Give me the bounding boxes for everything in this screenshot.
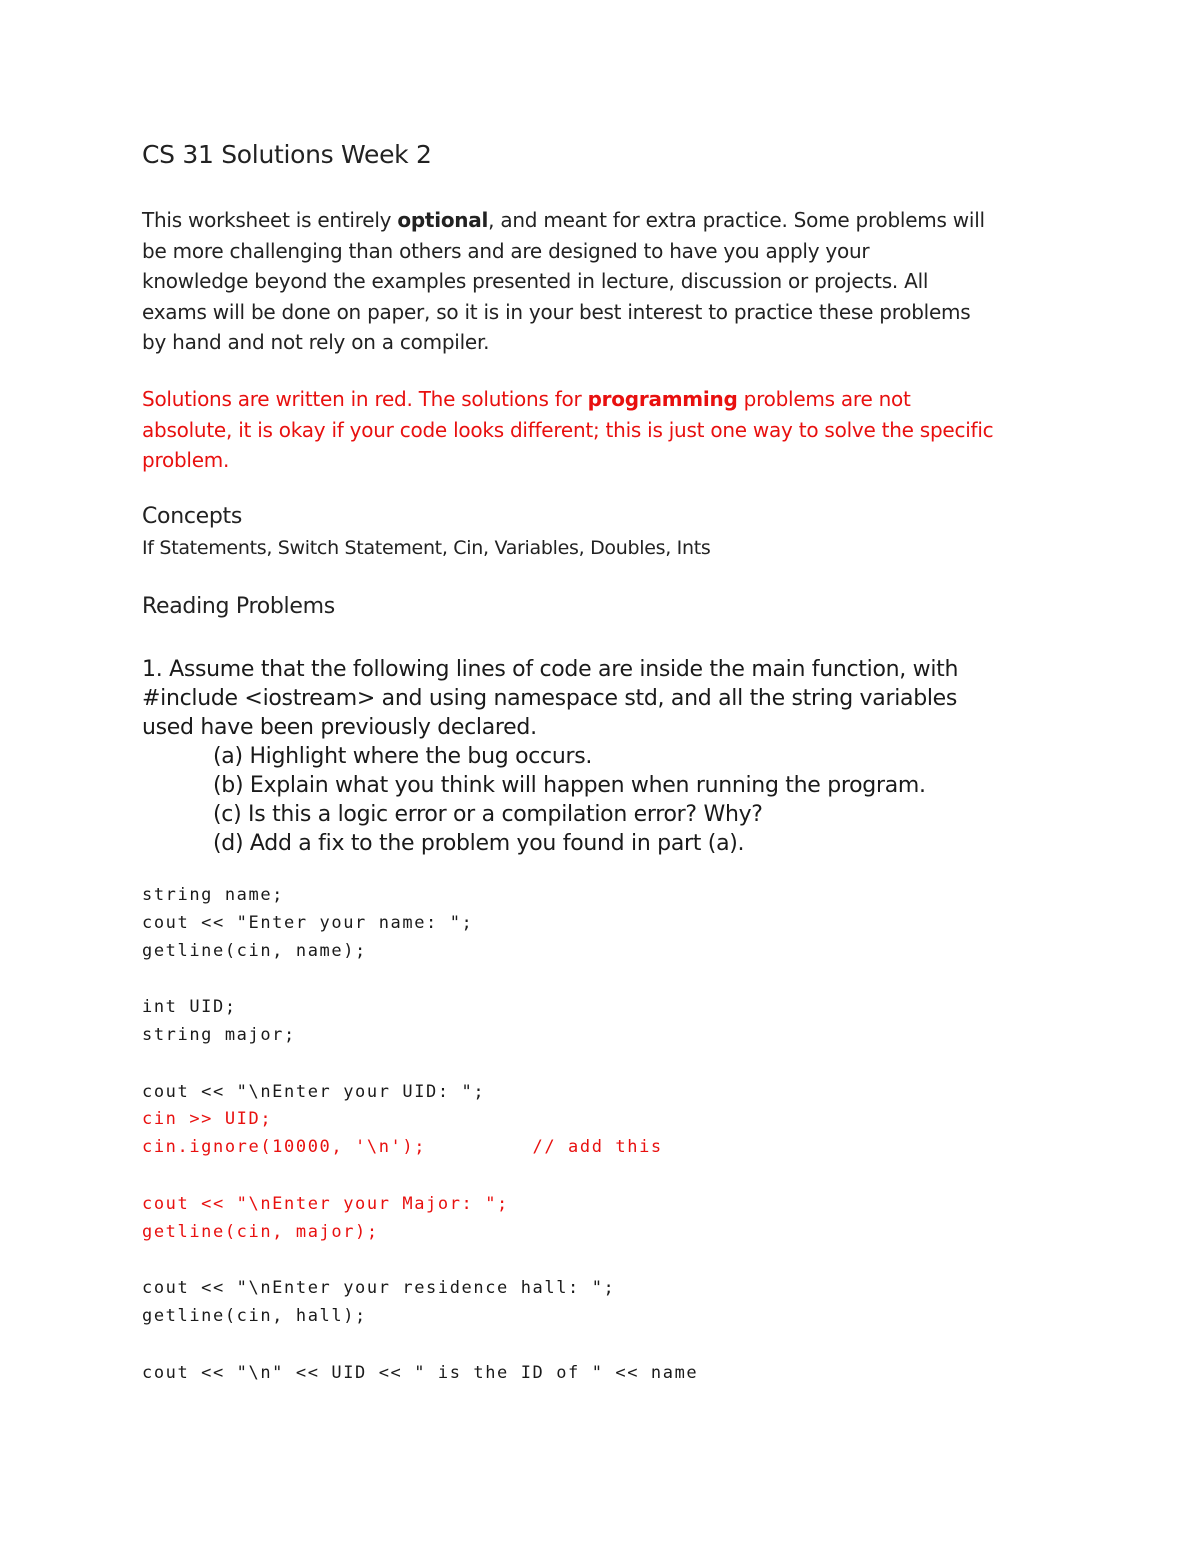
intro-line-4: exams will be done on paper, so it is in your best interest to practice these problems: [142, 299, 971, 324]
code-line: cout << "\n" << UID << " is the ID of " << name: [142, 1363, 699, 1383]
solutions-note-line-2: absolute, it is okay if your code looks different; this is just one way to solve the specific: [142, 417, 994, 442]
problem-1: [142, 655, 1102, 858]
code-line: cout << "Enter your name: ";: [142, 913, 474, 933]
problem-1-part-c: (c) Is this a logic error or a compilation error? Why?: [213, 802, 763, 827]
intro-paragraph: [142, 205, 1082, 358]
note-text: Solutions are written in red. The solutions for: [142, 387, 588, 411]
code-line-solution: cin >> UID;: [142, 1109, 273, 1129]
solutions-note: [142, 384, 1082, 476]
code-line: string name;: [142, 885, 285, 905]
problem-1-part-b: (b) Explain what you think will happen when running the program.: [213, 773, 926, 798]
reading-problems-heading: Reading Problems: [142, 594, 335, 619]
problem-1-part-d: (d) Add a fix to the problem you found in part (a).: [213, 831, 745, 856]
programming-emphasis: programming: [587, 387, 738, 411]
code-line-solution: cin.ignore(10000, '\n'); // add this: [142, 1137, 663, 1157]
code-line: getline(cin, hall);: [142, 1306, 367, 1326]
problem-1-line-2: #include <iostream> and using namespace std, and all the string variables: [142, 686, 958, 711]
code-line: cout << "\nEnter your residence hall: ";: [142, 1278, 616, 1298]
code-line-solution: cout << "\nEnter your Major: ";: [142, 1194, 509, 1214]
code-line: cout << "\nEnter your UID: ";: [142, 1082, 486, 1102]
intro-line-5: by hand and not rely on a compiler.: [142, 330, 490, 354]
page-title: CS 31 Solutions Week 2: [142, 140, 432, 169]
solutions-note-line-3: problem.: [142, 448, 230, 472]
code-line: string major;: [142, 1025, 296, 1045]
problem-1-line-1: 1. Assume that the following lines of code are inside the main function, with: [142, 657, 959, 682]
code-line: int UID;: [142, 997, 237, 1017]
intro-line-3: knowledge beyond the examples presented in lecture, discussion or projects. All: [142, 269, 929, 293]
solutions-note-line-1: [142, 384, 1082, 415]
intro-text: , and meant for extra practice. Some problems will: [488, 208, 985, 232]
intro-line-2: be more challenging than others and are designed to have you apply your: [142, 238, 870, 263]
note-text: problems are not: [737, 387, 911, 411]
concepts-heading: Concepts: [142, 504, 243, 529]
code-line: getline(cin, name);: [142, 941, 367, 961]
problem-1-part-a: (a) Highlight where the bug occurs.: [213, 744, 593, 769]
intro-text: This worksheet is entirely: [142, 208, 398, 232]
code-line-solution: getline(cin, major);: [142, 1222, 379, 1242]
problem-1-line-3: used have been previously declared.: [142, 715, 537, 740]
intro-line-1: [142, 205, 1082, 236]
optional-emphasis: optional: [397, 208, 489, 232]
concepts-list: If Statements, Switch Statement, Cin, Variables, Doubles, Ints: [142, 537, 711, 559]
